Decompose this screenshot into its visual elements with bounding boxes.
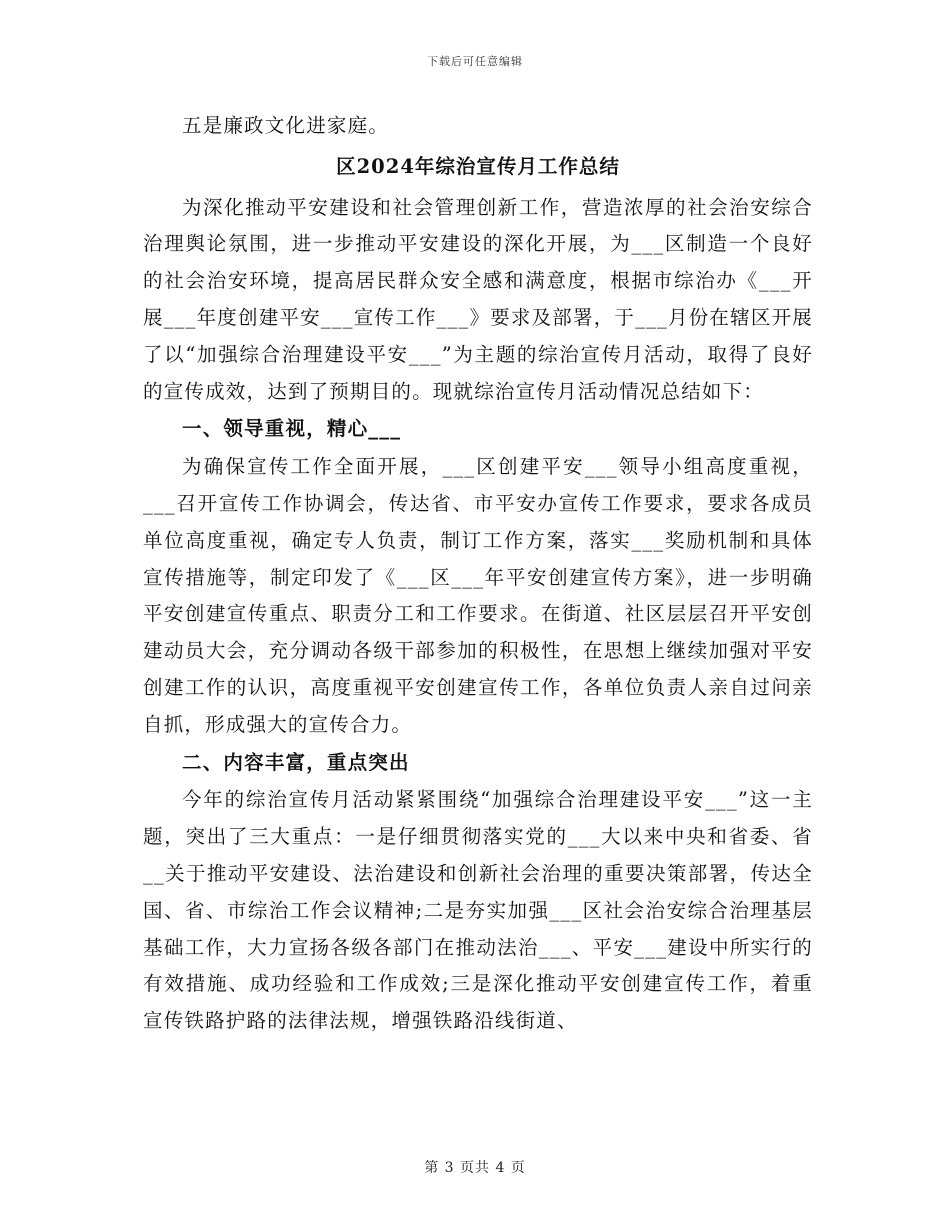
intro-line: 五是廉政文化进家庭。 [182, 114, 390, 137]
section-heading-1: 一、领导重视，精心___ [182, 417, 402, 441]
document-body [143, 108, 813, 1040]
paragraph-content: 今年的综治宣传月活动紧紧围绕“加强综合治理建设平安___”这一主题，突出了三大重点：一是仔细贯彻落实党的___大以来中央和省委、省__关于推动平安建设、法治建设和创新社会治理的重要决策部署，传达全国、省、市综治工作会议精神;二是夯实加强___区社会治安综合治理基层基础工作，大力宣扬各级各部门在推动法治___、平安___建设中所实行的有效措施、成功经验和工作成效;三是深化推动平安创建宣传工作，着重宣传铁路护路的法律法规，增强铁路沿线街道、 [143, 788, 813, 1033]
paragraph-leadership: 为确保宣传工作全面开展，___区创建平安___领导小组高度重视，___召开宣传工作协调会，传达省、市平安办宣传工作要求，要求各成员单位高度重视，确定专人负责，制订工作方案，落实___奖励机制和具体宣传措施等，制定印发了《___区___年平安创建宣传方案》，进一步明确平安创建宣传重点、职责分工和工作要求。在街道、社区层层召开平安创建动员大会，充分调动各级干部参加的积极性，在思想上继续加强对平安创建工作的认识，高度重视平安创建宣传工作，各单位负责人亲自过问亲自抓，形成强大的宣传合力。 [143, 455, 813, 736]
document-title: 区2024年综治宣传月工作总结 [336, 154, 620, 178]
page-number: 第 3 页共 4 页 [424, 1160, 526, 1176]
paragraph-intro: 为深化推动平安建设和社会管理创新工作，营造浓厚的社会治安综合治理舆论氛围，进一步推动平安建设的深化开展，为___区制造一个良好的社会治安环境，提高居民群众安全感和满意度，根据市综治办《___开展___年度创建平安___宣传工作___》要求及部署，于___月份在辖区开展了以“加强综合治理建设平安___”为主题的综治宣传月活动，取得了良好的宣传成效，达到了预期目的。现就综治宣传月活动情况总结如下： [143, 195, 813, 403]
section-heading-2: 二、内容丰富，重点突出 [182, 750, 410, 774]
page-header: 下载后可任意编辑 [427, 55, 523, 68]
